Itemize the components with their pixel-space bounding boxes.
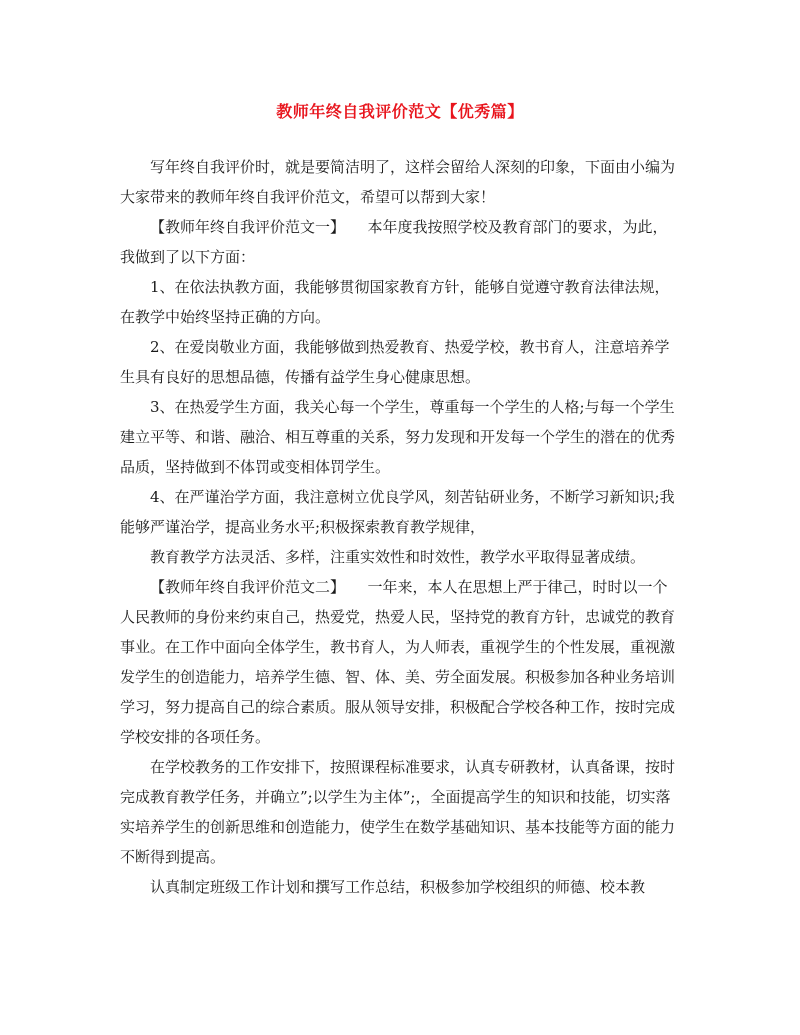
section-two-paragraph: 【教师年终自我评价范文二】 一年来，本人在思想上严于律己，时时以一个人民教师的身份来约束自己，热爱党，热爱人民，坚持党的教育方针，忠诚党的教育事业。在工作中面向全体学生，教书育人，为人师表，重视学生的个性发展，重视激发学生的创造能力，培养学生德、智、体、美、劳全面发展。积极参加各种业务培训学习，努力提高自己的综合素质。服从领导安排，积极配合学校各种工作，按时完成学校安排的各项任务。: [120, 578, 676, 746]
point-4-paragraph: 4、在严谨治学方面，我注意树立优良学风，刻苦钻研业务，不断学习新知识;我能够严谨治学，提高业务水平;积极探索教育教学规律，: [120, 488, 675, 536]
document-title: 教师年终自我评价范文【优秀篇】: [276, 102, 524, 121]
teaching-affairs-paragraph: 在学校教务的工作安排下，按照课程标准要求，认真专研教材，认真备课，按时完成教育教学任务，并确立”;以学生为主体”;，全面提高学生的知识和技能，切实落实培养学生的创新思维和创造能力，使学生在数学基础知识、基本技能等方面的能力不断得到提高。: [120, 758, 676, 866]
document-body: [120, 152, 680, 902]
point-2-paragraph: 2、在爱岗敬业方面，我能够做到热爱教育、热爱学校，教书育人，注意培养学生具有良好的思想品德，传播有益学生身心健康思想。: [120, 338, 670, 386]
teaching-method-paragraph: 教育教学方法灵活、多样，注重实效性和时效性，教学水平取得显著成绩。: [150, 548, 646, 566]
point-3-paragraph: 3、在热爱学生方面，我关心每一个学生，尊重每一个学生的人格;与每一个学生建立平等、和谐、融洽、相互尊重的关系，努力发现和开发每一个学生的潜在的优秀品质，坚持做到不体罚或变相体罚学生。: [120, 398, 676, 476]
intro-paragraph: 写年终自我评价时，就是要简洁明了，这样会留给人深刻的印象，下面由小编为大家带来的教师年终自我评价范文，希望可以帮到大家！: [120, 158, 676, 206]
point-1-paragraph: 1、在依法执教方面，我能够贯彻国家教育方针，能够自觉遵守教育法律法规，在教学中始终坚持正确的方向。: [120, 278, 670, 326]
section-one-intro-paragraph: 【教师年终自我评价范文一】 本年度我按照学校及教育部门的要求，为此，我做到了以下方面：: [120, 218, 668, 266]
class-plan-paragraph: 认真制定班级工作计划和撰写工作总结，积极参加学校组织的师德、校本教: [150, 878, 646, 896]
